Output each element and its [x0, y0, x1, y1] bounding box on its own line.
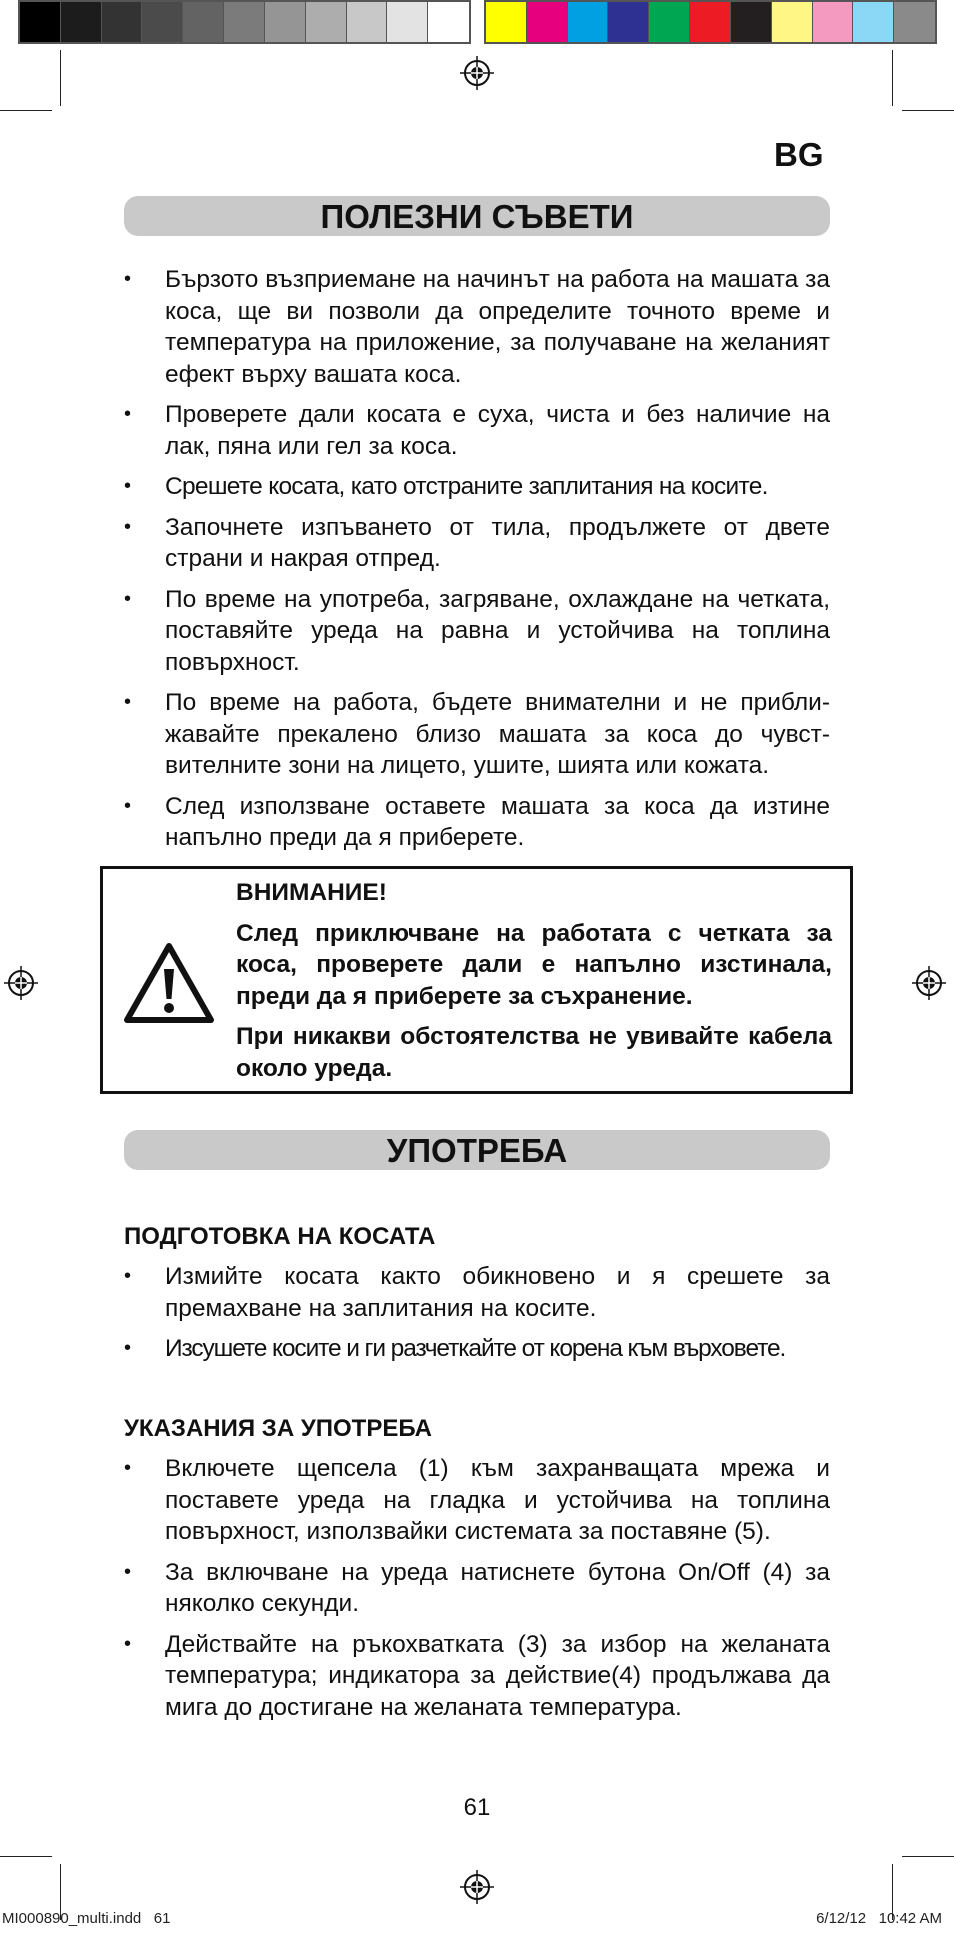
warning-triangle-icon: [123, 941, 215, 1025]
list-item-text: По време на употреба, загряване, охлаждане на четката, поставяйте уреда на равна и устойчива на топлина повърхност.: [165, 585, 830, 676]
prep-list: [124, 1261, 830, 1374]
crop-mark-bottom-left-h: [0, 1856, 52, 1857]
bullet: •: [124, 587, 132, 610]
list-item-text: Действайте на ръкохватката (3) за избор на желаната температура; индикатора за действие(4) продължава да мига до достигане на желаната температура.: [165, 1630, 830, 1721]
bullet: •: [124, 1337, 130, 1359]
color-swatch: [61, 2, 102, 42]
list-item: [124, 1261, 830, 1324]
section-banner-usage: УПОТРЕБА: [124, 1130, 830, 1170]
bullet: •: [124, 691, 132, 713]
crop-mark-top-right-v: [892, 50, 893, 106]
list-item: [124, 1333, 830, 1365]
color-swatch: [527, 2, 568, 42]
color-swatch: [142, 2, 183, 42]
bullet: •: [124, 1457, 132, 1479]
list-item-text: По време на работа, бъдете внимателни и не прибли-жавайте прекалено близо машата за коса до чувст-вителните зони на лицето, ушите, шията или кожата.: [165, 689, 830, 779]
section-banner-tips: ПОЛЕЗНИ СЪВЕТИ: [124, 196, 830, 236]
subheading-hair-prep: ПОДГОТОВКА НА КОСАТА: [124, 1223, 436, 1250]
list-item: [124, 791, 830, 854]
instructions-list: [124, 1453, 830, 1732]
color-swatch: [813, 2, 854, 42]
color-swatch: [224, 2, 265, 42]
list-item-text: Измийте косата както обикновено и я срешете за премахване на заплитания на косите.: [165, 1263, 830, 1322]
crop-mark-top-left-v: [60, 50, 61, 106]
list-item-text: Срешете косата, като отстраните заплитания на косите.: [165, 473, 768, 500]
list-item: [124, 1629, 830, 1724]
list-item: [124, 399, 830, 462]
registration-mark-icon: [4, 966, 38, 1000]
list-item-text: Проверете дали косата е суха, чиста и без наличие на лак, пяна или гел за коса.: [165, 401, 830, 460]
color-swatch: [853, 2, 894, 42]
warning-paragraph: След приключване на работата с четката за коса, проверете дали е напълно изстинала, преди да я приберете за съхранение.: [236, 919, 832, 1010]
color-swatch: [387, 2, 428, 42]
bullet: •: [124, 515, 132, 538]
color-swatch: [690, 2, 731, 42]
color-swatch: [731, 2, 772, 42]
language-code: BG: [774, 136, 824, 173]
color-swatch: [649, 2, 690, 42]
page-number: 61: [463, 1794, 491, 1821]
bullet: •: [124, 1265, 132, 1287]
color-swatch: [306, 2, 347, 42]
color-swatch: [347, 2, 388, 42]
color-swatch: [894, 2, 935, 42]
color-swatch: [772, 2, 813, 42]
registration-mark-icon: [460, 56, 494, 90]
subheading-instructions: УКАЗАНИЯ ЗА УПОТРЕБА: [124, 1415, 433, 1442]
registration-mark-icon: [912, 966, 946, 1000]
list-item: [124, 584, 830, 679]
bullet: •: [124, 268, 132, 290]
bullet: •: [124, 794, 132, 817]
crop-mark-top-right-h: [902, 110, 954, 111]
gray-calibration-bar: [18, 0, 471, 44]
color-swatch: [20, 2, 61, 42]
list-item: [124, 512, 830, 575]
list-item-text: Изсушете косите и ги разчеткайте от корена към върховете.: [165, 1335, 786, 1362]
bullet: •: [124, 1560, 132, 1583]
list-item-text: Започнете изпъването от тила, продължете от двете страни и накрая отпред.: [165, 513, 830, 572]
color-swatch: [265, 2, 306, 42]
crop-mark-top-left-h: [0, 110, 52, 111]
list-item: [124, 1557, 830, 1620]
list-item: [124, 1453, 830, 1548]
color-calibration-bar: [484, 0, 937, 44]
bullet: •: [124, 475, 131, 497]
warning-paragraph: При никакви обстоятелства не увивайте кабела около уреда.: [236, 1023, 832, 1082]
tips-list: [124, 264, 830, 863]
list-item-text: Включете щепсела (1) към захранващата мрежа и поставете уреда на гладка и устойчива на топлина повърхност, използвайки системата за поставяне (5).: [165, 1455, 830, 1545]
registration-mark-icon: [460, 1870, 494, 1904]
list-item: [124, 264, 830, 390]
list-item-text: След използване оставете машата за коса да изтине напълно преди да я приберете.: [165, 792, 830, 851]
color-swatch: [183, 2, 224, 42]
color-swatch: [102, 2, 143, 42]
warning-text: [236, 877, 832, 1093]
bullet: •: [124, 1632, 132, 1655]
color-swatch: [568, 2, 609, 42]
list-item: [124, 687, 830, 782]
color-swatch: [608, 2, 649, 42]
list-item-text: Бързото възприемане на начинът на работа на машата за коса, ще ви позволи да определите точното време и температура на приложение, за получаване на желаният ефект върху вашата коса.: [165, 266, 830, 388]
footer-file-info: MI000890_multi.indd 61: [2, 1910, 171, 1927]
warning-box: [100, 866, 853, 1094]
bullet: •: [124, 403, 132, 425]
list-item: [124, 471, 830, 503]
color-swatch: [428, 2, 469, 42]
color-swatch: [486, 2, 527, 42]
footer-date: 6/12/12 10:42 AM: [816, 1910, 942, 1927]
crop-mark-bottom-right-h: [902, 1856, 954, 1857]
warning-heading: ВНИМАНИЕ!: [236, 879, 387, 906]
list-item-text: За включване на уреда натиснете бутона On/Off (4) за няколко секунди.: [165, 1558, 830, 1617]
